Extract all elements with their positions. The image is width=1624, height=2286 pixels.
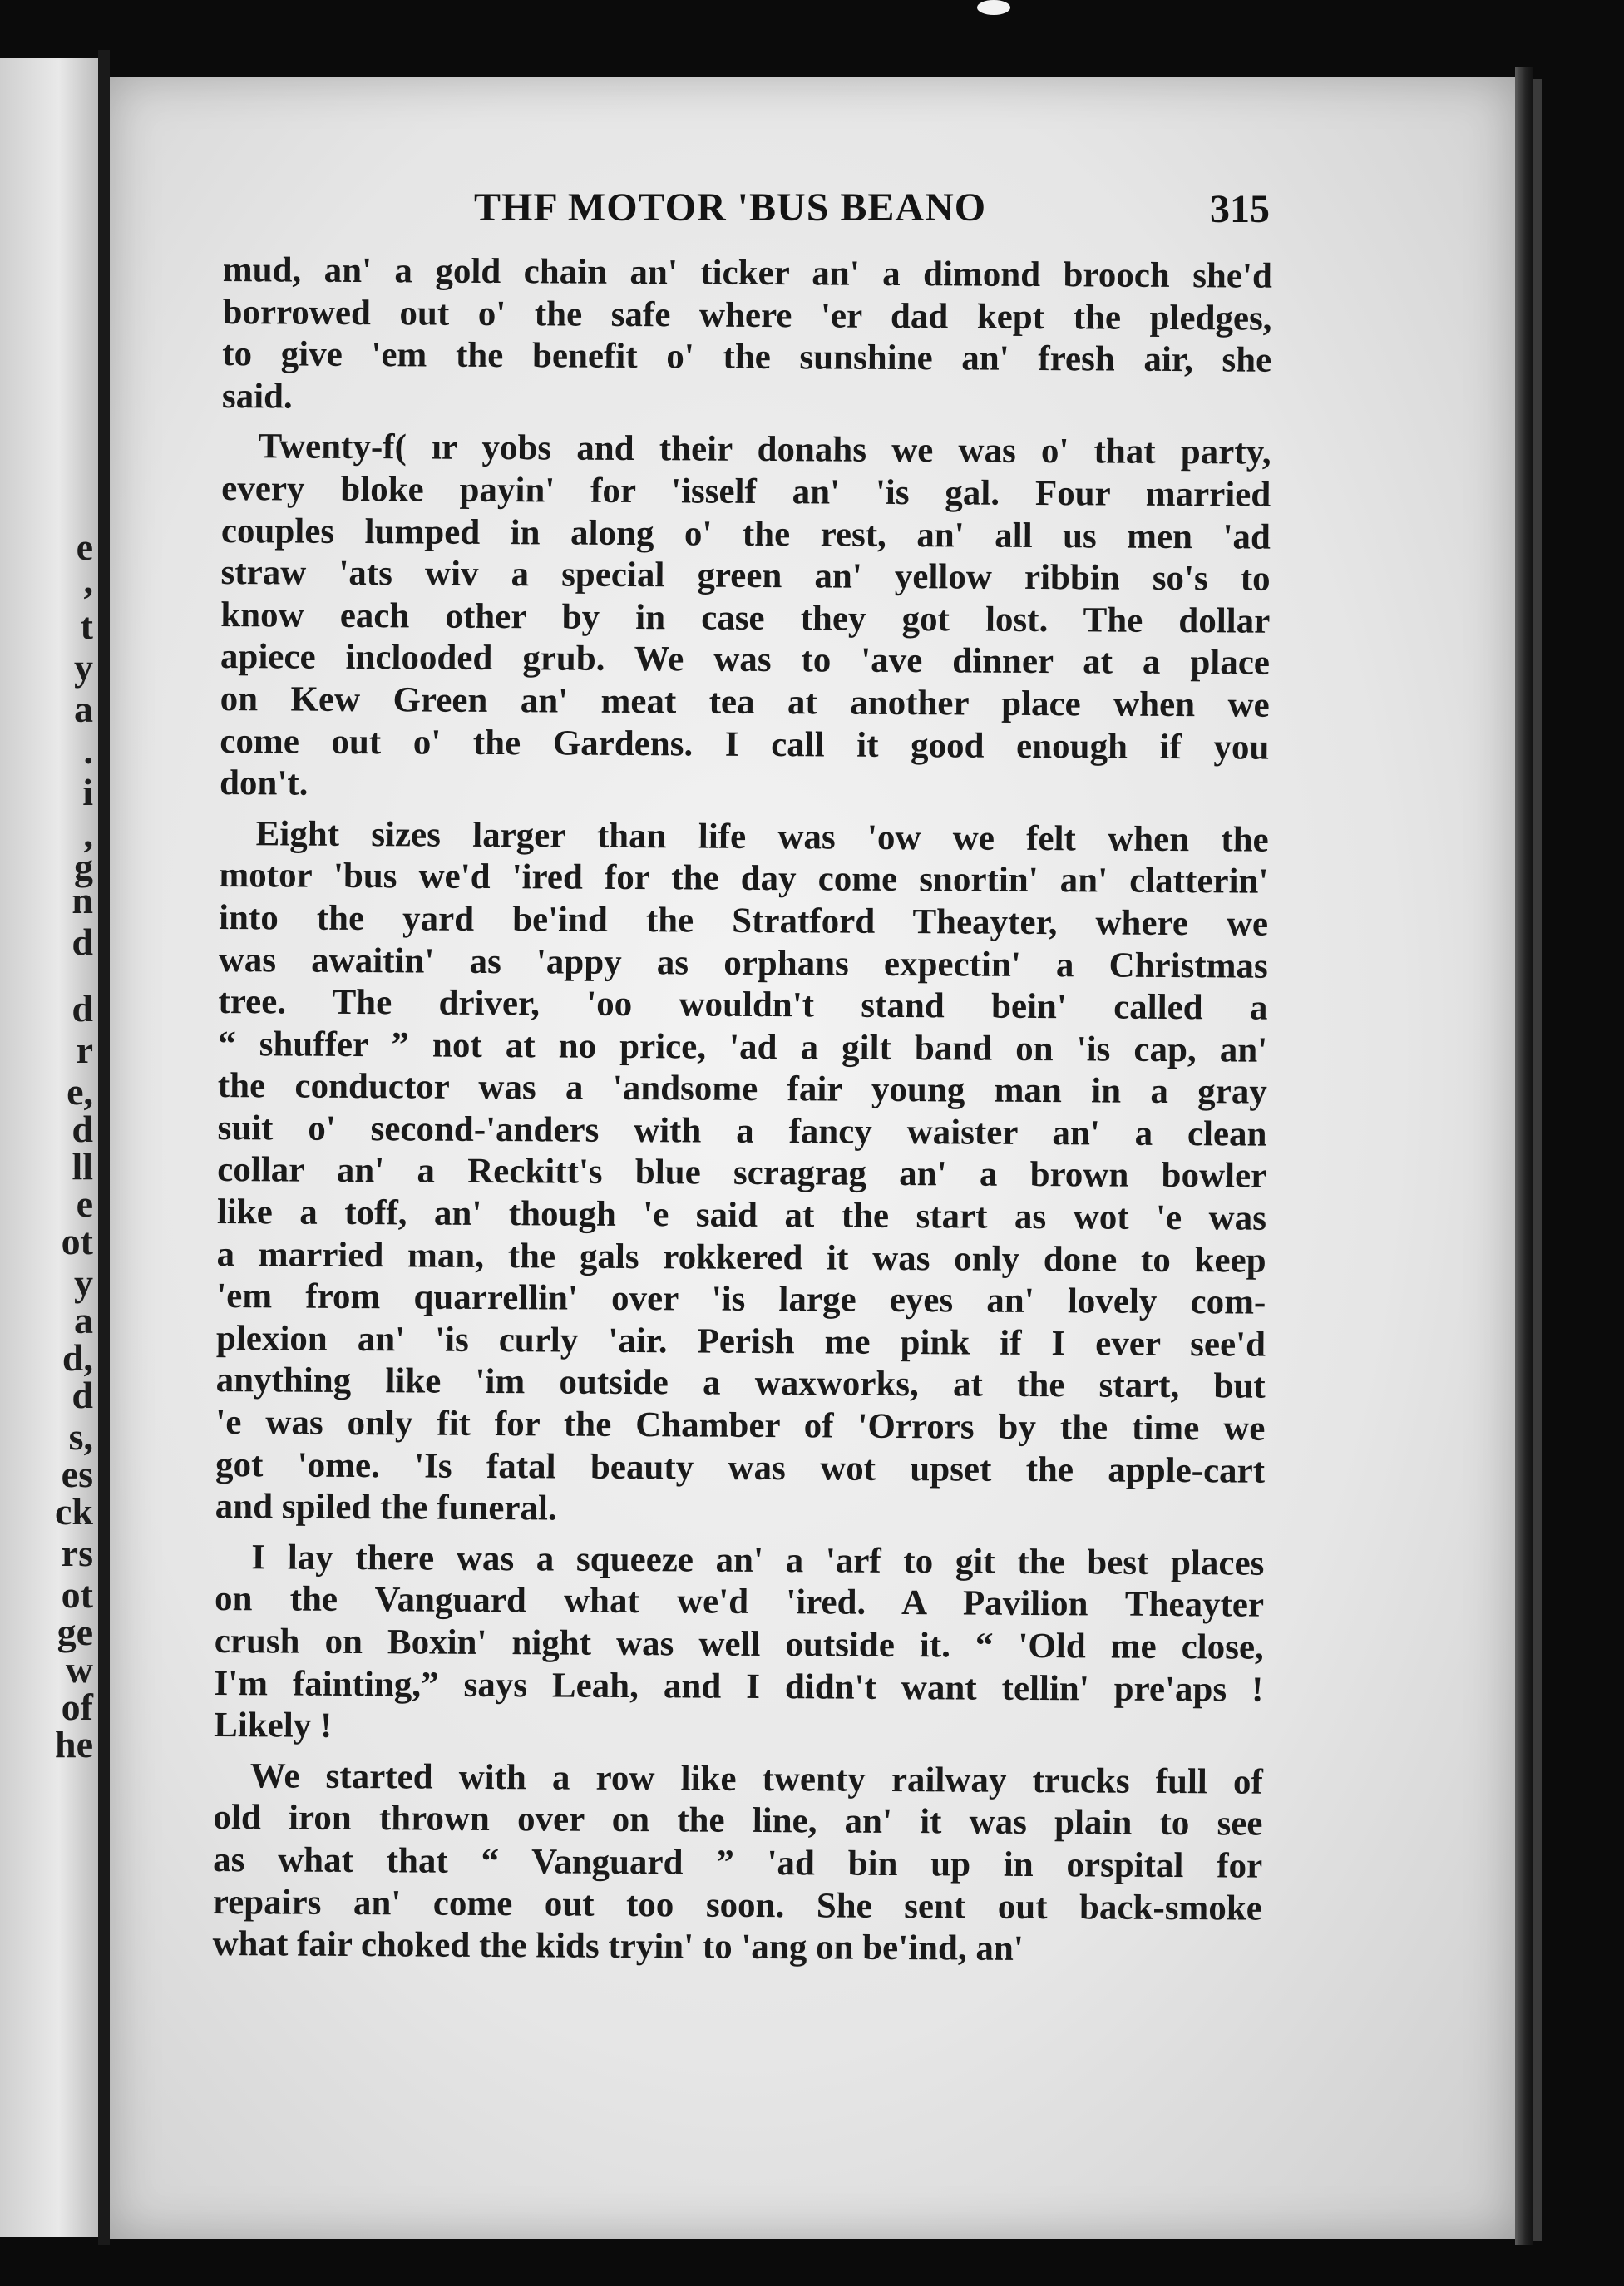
text-line: apiece inclooded grub. We was to 'ave dinner at a place xyxy=(220,637,1271,684)
left-page-fragment: . xyxy=(83,729,93,772)
left-facing-page xyxy=(0,58,98,2237)
left-page-fragment: d, xyxy=(62,1336,93,1379)
text-line: was awaitin' as 'appy as orphans expectin' a Christmas xyxy=(218,940,1268,986)
left-page-fragment: w xyxy=(65,1648,93,1691)
text-line: Likely ! xyxy=(214,1706,333,1746)
text-line: 'em from quarrellin' over 'is large eyes an' lovely com- xyxy=(216,1276,1266,1322)
left-page-fragment: y xyxy=(74,1261,93,1304)
text-line: plexion an' 'is curly 'air. Perish me pink if I ever see'd xyxy=(215,1318,1266,1365)
text-line: tree. The driver, 'oo wouldn't stand bein' called a xyxy=(218,982,1268,1028)
page-header xyxy=(474,185,1289,243)
left-page-fragment: ll xyxy=(72,1145,93,1187)
text-line: like a toff, an' though 'e said at the start as wot 'e was xyxy=(216,1192,1267,1238)
text-line: old iron thrown over on the line, an' it was plain to see xyxy=(213,1798,1263,1844)
left-page-fragment: d xyxy=(72,1374,93,1416)
left-page-fragment: rs xyxy=(61,1532,93,1574)
text-line: come out o' the Gardens. I call it good enough if you xyxy=(220,721,1270,768)
body-text xyxy=(212,249,1272,1980)
running-title: THF MOTOR 'BUS BEANO xyxy=(474,185,987,230)
left-page-fragment: e xyxy=(76,526,93,568)
text-line: what fair choked the kids tryin' to 'ang on be'ind, an' xyxy=(212,1924,1024,1969)
text-line: and spiled the funeral. xyxy=(215,1487,557,1528)
text-line: “ shuffer ” not at no price, 'ad a gilt band on 'is cap, an' xyxy=(218,1024,1268,1070)
text-line: couples lumped in along o' the rest, an' all us men 'ad xyxy=(220,511,1271,557)
left-page-fragment: ot xyxy=(61,1573,93,1616)
left-page-fragment: t xyxy=(80,605,93,647)
text-line: on Kew Green an' meat tea at another place when we xyxy=(220,679,1270,725)
page-number: 315 xyxy=(1210,187,1270,231)
left-page-fragment: d xyxy=(72,921,93,963)
text-line: collar an' a Reckitt's blue scragrag an' a brown bowler xyxy=(217,1150,1267,1197)
left-page-fragment: , xyxy=(83,812,93,855)
text-line: I lay there was a squeeze an' a 'arf to git the best places xyxy=(251,1538,1265,1583)
left-page-fragment: ge xyxy=(57,1611,93,1653)
text-line: into the yard be'ind the Stratford Theayter, where we xyxy=(218,897,1269,944)
left-page-fragment: e, xyxy=(67,1070,93,1113)
text-line: I'm fainting,” says Leah, and I didn't want tellin' pre'aps ! xyxy=(214,1663,1264,1710)
text-line: repairs an' come out too soon. She sent out back-smoke xyxy=(212,1882,1262,1928)
left-page-fragment: of xyxy=(61,1686,93,1728)
book-cover-edge xyxy=(1533,79,1542,2241)
paragraph xyxy=(220,426,1271,811)
text-line: borrowed out o' the safe where 'er dad kept the pledges, xyxy=(222,292,1272,338)
text-line: said. xyxy=(221,376,293,417)
left-page-fragment: d xyxy=(72,987,93,1029)
text-line: anything like 'im outside a waxworks, at the start, but xyxy=(215,1360,1266,1407)
text-line: motor 'bus we'd 'ired for the day come snortin' an' clatterin' xyxy=(219,856,1269,902)
text-line: to give 'em the benefit o' the sunshine an' fresh air, she xyxy=(222,334,1272,380)
text-line: Twenty-f( ır yobs and their donahs we was o' that party, xyxy=(258,427,1271,473)
text-line: crush on Boxin' night was well outside it. “ 'Old me close, xyxy=(214,1621,1264,1667)
left-page-fragment: ck xyxy=(55,1490,93,1533)
left-page-fragment: he xyxy=(55,1723,93,1765)
left-page-text-fragments xyxy=(0,58,98,2237)
left-page-fragment: y xyxy=(74,646,93,689)
text-line: We started with a row like twenty railway trucks full of xyxy=(249,1756,1263,1802)
left-page-fragment: r xyxy=(76,1029,93,1071)
text-line: know each other by in case they got lost. The dollar xyxy=(220,595,1271,641)
paragraph xyxy=(212,1755,1263,1972)
text-line: straw 'ats wiv a special green an' yellow ribbin so's to xyxy=(220,553,1271,599)
left-page-fragment: d xyxy=(72,1108,93,1150)
text-line: a married man, the gals rokkered it was only done to keep xyxy=(216,1234,1266,1281)
text-line: Eight sizes larger than life was 'ow we felt when the xyxy=(255,813,1269,860)
text-line: don't. xyxy=(219,763,309,803)
left-page-fragment: g xyxy=(74,846,93,888)
left-page-fragment: ot xyxy=(61,1220,93,1262)
page-edge-shadow xyxy=(1515,67,1533,2245)
left-page-fragment: es xyxy=(61,1453,93,1495)
left-page-fragment: a xyxy=(74,688,93,730)
text-line: 'e was only fit for the Chamber of 'Orrors by the time we xyxy=(215,1403,1266,1449)
left-page-fragment: n xyxy=(72,879,93,921)
text-line: as what that “ Vanguard ” 'ad bin up in orspital for xyxy=(213,1839,1263,1886)
left-page-fragment: e xyxy=(76,1182,93,1225)
left-page-fragment: a xyxy=(74,1299,93,1341)
text-line: every bloke payin' for 'isself an' 'is gal. Four married xyxy=(221,468,1271,515)
scan-speck xyxy=(977,0,1010,15)
paragraph xyxy=(215,813,1269,1535)
text-line: suit o' second-'anders with a fancy waister an' a clean xyxy=(217,1108,1267,1154)
text-line: the conductor was a 'andsome fair young man in a gray xyxy=(217,1066,1267,1112)
book-gutter xyxy=(98,50,110,2245)
text-line: on the Vanguard what we'd 'ired. A Pavilion Theayter xyxy=(214,1579,1265,1626)
left-page-fragment: i xyxy=(82,771,93,813)
text-line: got 'ome. 'Is fatal beauty was wot upset the apple-cart xyxy=(215,1444,1266,1491)
paragraph xyxy=(222,249,1272,424)
left-page-fragment: s, xyxy=(68,1415,93,1458)
left-page-fragment: , xyxy=(83,559,93,601)
text-line: mud, an' a gold chain an' ticker an' a dimond brooch she'd xyxy=(222,249,1272,296)
paragraph xyxy=(214,1537,1265,1754)
